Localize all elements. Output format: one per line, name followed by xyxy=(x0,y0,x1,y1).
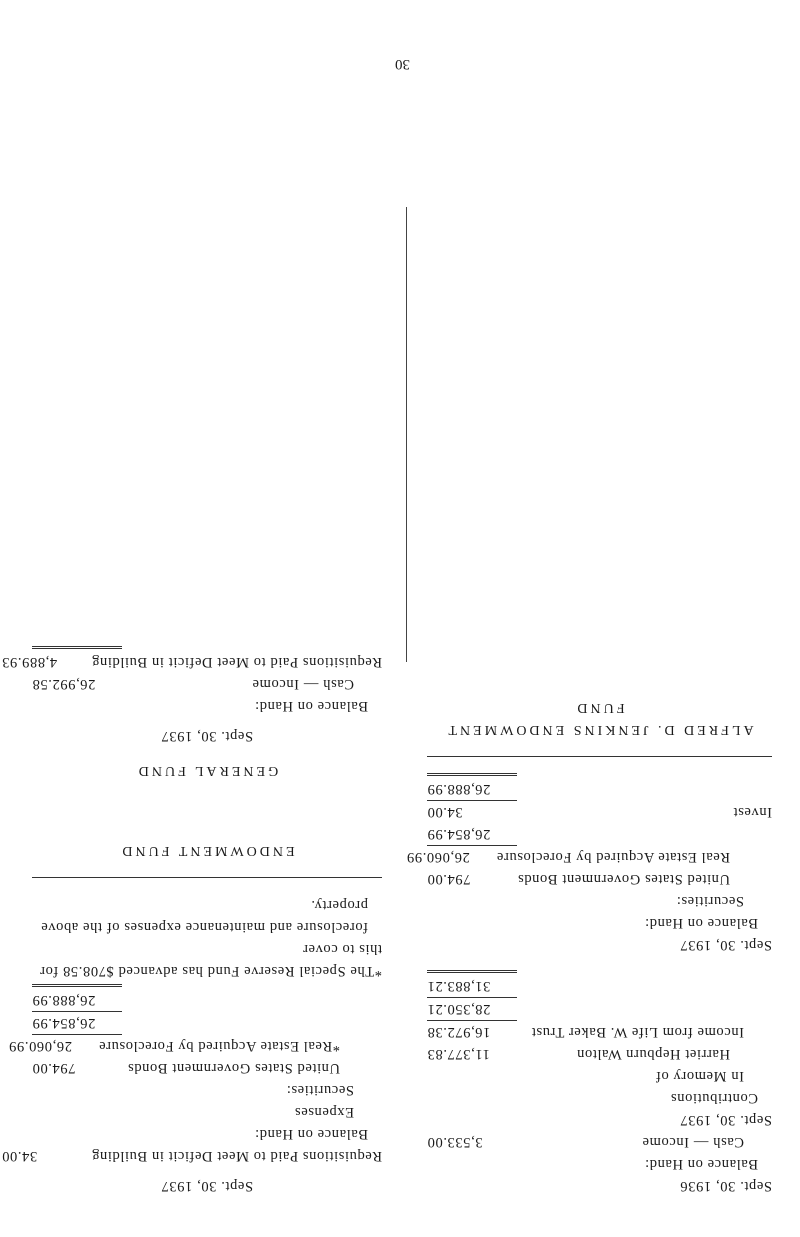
page-number: 30 xyxy=(395,56,410,72)
ledger-row xyxy=(427,975,772,997)
general-fund-column xyxy=(1,644,382,1197)
ledger-row xyxy=(32,1079,382,1101)
row-label: Harriet Hepburn Walton xyxy=(576,1046,730,1062)
row-value: 26,060.99 xyxy=(406,849,470,865)
column-separator xyxy=(406,207,407,662)
footnote: foreclosure and maintenance expenses of the above property. xyxy=(40,897,368,935)
row-label: Cash — Income xyxy=(251,676,354,692)
row-value: 34.00 xyxy=(427,804,463,820)
ledger-row xyxy=(427,823,772,845)
ledger-row xyxy=(427,778,772,800)
row-label: Real Estate Acquired by Foreclosure xyxy=(496,849,730,865)
footnote: *The Special Reserve Fund has advanced $708.58 for this to cover xyxy=(39,941,382,979)
row-label: Sept. 30, 1936 xyxy=(679,1178,772,1194)
ledger-row xyxy=(427,1043,772,1065)
ledger-row xyxy=(32,1057,382,1079)
row-value: 26,854.99 xyxy=(32,1015,96,1031)
row-value: 28,350.21 xyxy=(427,1001,491,1017)
row-label: Invest xyxy=(732,804,772,820)
row-label: Balance on Hand: xyxy=(254,698,368,714)
row-label: In Memory of xyxy=(655,1068,744,1084)
section-heading: ENDOWMENT FUND xyxy=(119,843,295,858)
row-value: 794.00 xyxy=(427,871,471,887)
row-value: 26,888.99 xyxy=(427,781,491,797)
ledger-row xyxy=(32,989,382,1011)
ledger-row xyxy=(427,1021,772,1043)
row-label: Sept. 30, 1937 xyxy=(679,1112,772,1128)
ledger-row xyxy=(427,1131,772,1153)
ledger-row xyxy=(427,801,772,823)
ledger-row xyxy=(8,1035,382,1057)
row-label: United States Government Bonds xyxy=(517,871,730,887)
total-rule xyxy=(32,646,122,649)
ledger-row xyxy=(406,846,772,868)
row-label: Balance on Hand: xyxy=(254,1126,368,1142)
row-label: Securities: xyxy=(676,893,744,909)
ledger-row xyxy=(427,934,772,956)
total-rule xyxy=(32,984,122,987)
row-value: 26,888.99 xyxy=(32,992,96,1008)
ledger-row xyxy=(427,998,772,1020)
ledger-row xyxy=(32,673,382,695)
ledger-row xyxy=(427,868,772,890)
ledger-row xyxy=(32,1123,382,1145)
ledger-row xyxy=(427,1109,772,1131)
ledger-row xyxy=(32,1101,382,1123)
row-label: Sept. 30, 1937 xyxy=(679,937,772,953)
row-label: Cash — Income xyxy=(641,1134,744,1150)
ledger-row xyxy=(427,912,772,934)
row-value: 4,889.93 xyxy=(1,654,58,670)
row-value: 794.00 xyxy=(32,1060,76,1076)
ledger-row xyxy=(32,695,382,717)
ledger-row xyxy=(1,651,382,673)
row-label: Requisitions Paid to Meet Deficit in Building xyxy=(91,1148,382,1164)
section-heading: ALFRED D. JENKINS ENDOWMENT FUND xyxy=(445,700,754,737)
row-value: 3,533.00 xyxy=(427,1134,483,1150)
row-value: 34.00 xyxy=(1,1148,38,1164)
total-rule xyxy=(427,773,517,776)
row-label: Contributions xyxy=(670,1090,758,1106)
ledger-row xyxy=(32,1012,382,1034)
section-heading: GENERAL FUND xyxy=(135,763,279,778)
ledger-row xyxy=(427,1175,772,1197)
row-value: 26,854.99 xyxy=(427,826,491,842)
row-label: *Real Estate Acquired by Foreclosure xyxy=(98,1038,340,1054)
row-label: Expenses xyxy=(294,1104,354,1120)
ledger-row xyxy=(427,1153,772,1175)
section-date: Sept. 30, 1937 xyxy=(160,1178,254,1194)
row-value: 16,972.38 xyxy=(427,1024,491,1040)
row-label: United States Government Bonds xyxy=(127,1060,340,1076)
row-label: Requisitions Paid to Meet Deficit in Building xyxy=(91,654,382,670)
row-value: 26,992.58 xyxy=(32,676,96,692)
row-label: Balance on Hand: xyxy=(644,1156,758,1172)
row-label: Balance on Hand: xyxy=(644,915,758,931)
row-label: Securities: xyxy=(286,1082,354,1098)
ledger-row xyxy=(1,1145,382,1167)
ledger-row xyxy=(427,1065,772,1087)
row-value: 26,060.99 xyxy=(8,1038,72,1054)
row-label: Income from Life W. Baker Trust xyxy=(531,1024,744,1040)
section-date: Sept. 30, 1937 xyxy=(160,728,254,744)
ledger-row xyxy=(427,1087,772,1109)
ledger-row xyxy=(427,890,772,912)
endowment-fund-column xyxy=(406,684,772,1197)
total-rule xyxy=(427,970,517,973)
row-value: 31,883.21 xyxy=(427,978,491,994)
row-value: 11,377.83 xyxy=(427,1046,490,1062)
